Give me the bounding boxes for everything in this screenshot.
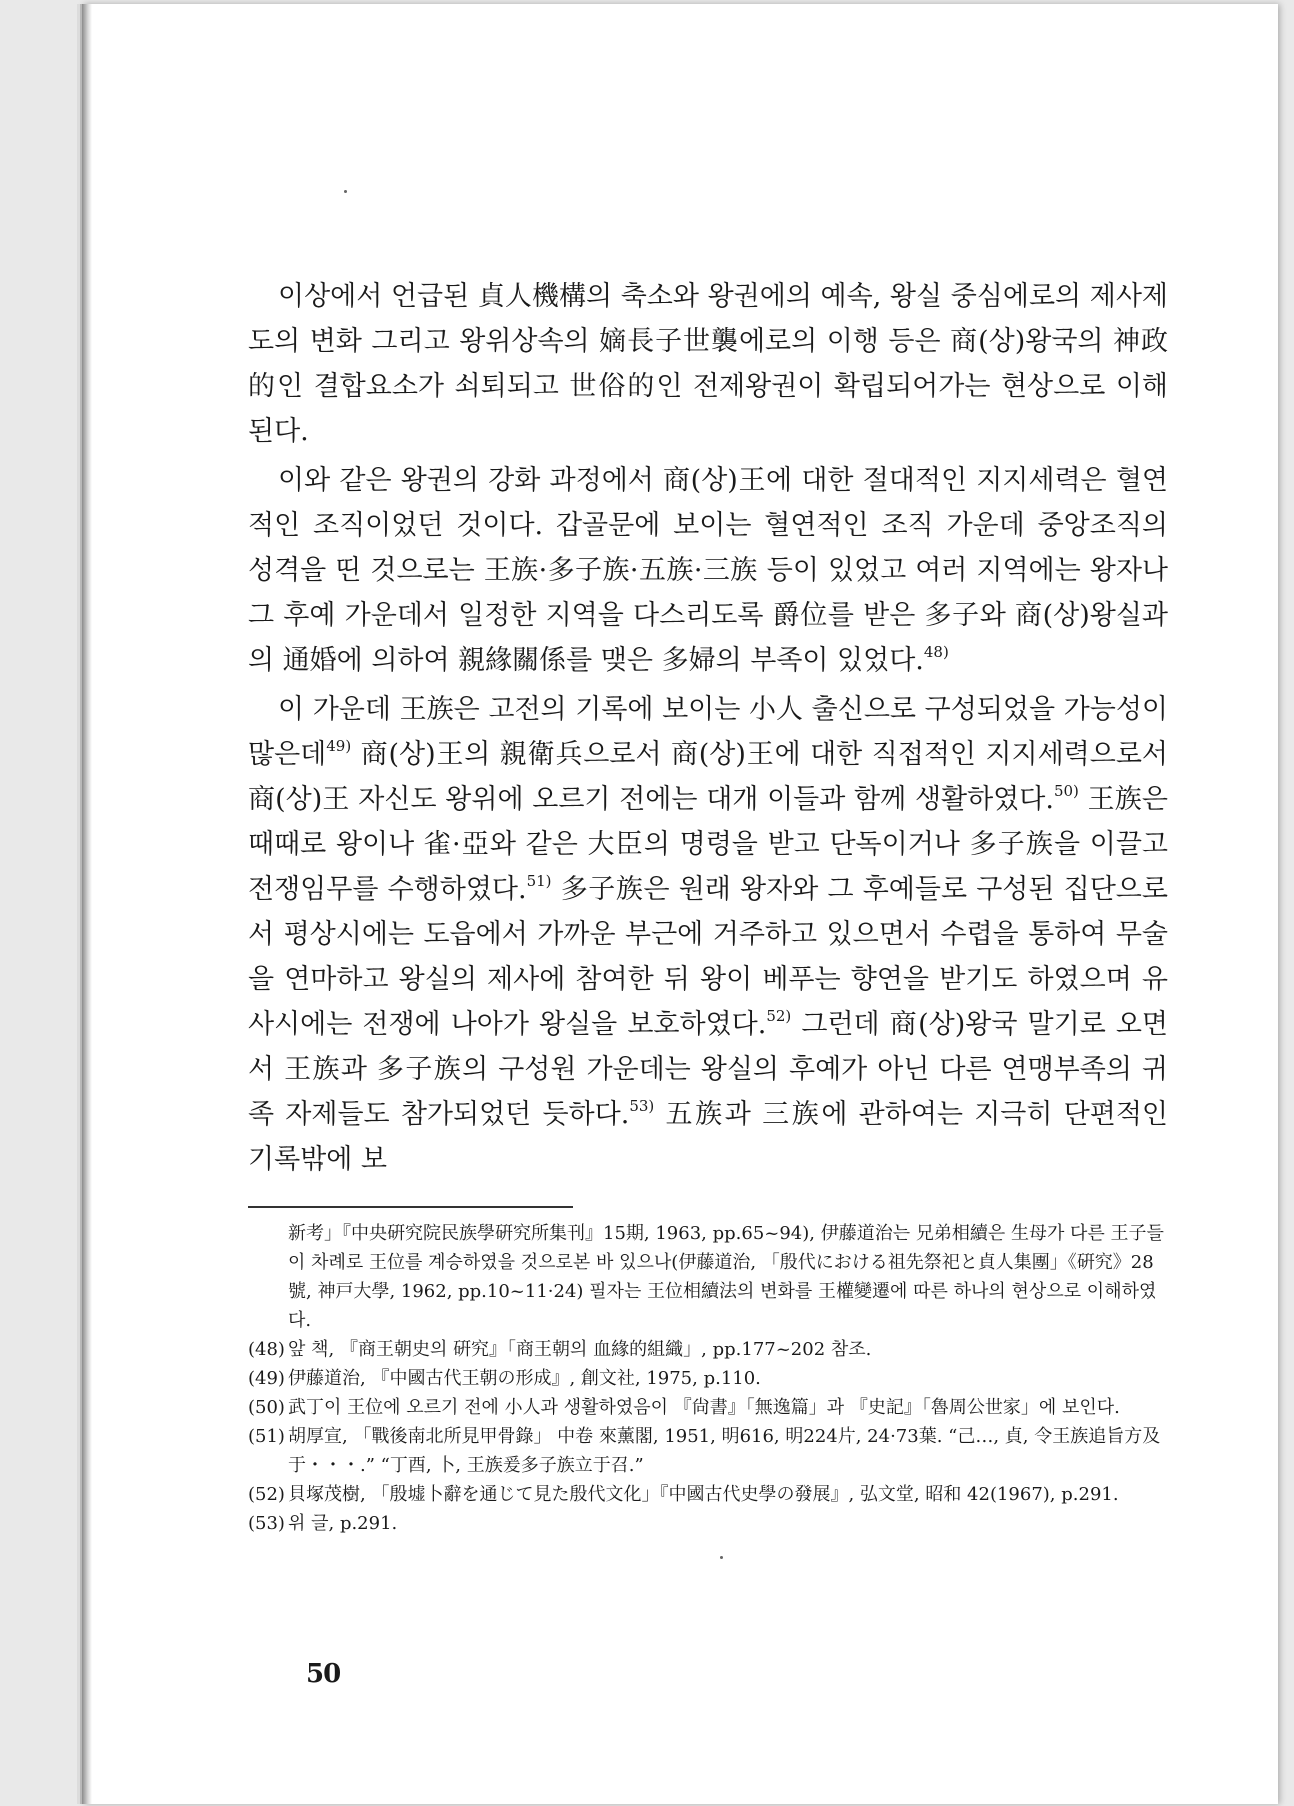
footnote-continuation: 新考」『中央硏究院民族學硏究所集刊』15期, 1963, pp.65~94), 伊藤道治는 兄弟相續은 生母가 다른 王子들이 차례로 王位를 계승하였을 것으로본 바 있으나(伊藤道治, 「殷代における祖先祭祀と貞人集團」《硏究》28號, 神戸大學, 1962, pp.10~11·24) 필자는 王位相續法의 변화를 王權變遷에 따른 하나의 현상으로 이해하였다. <box>288 1223 1164 1331</box>
footnote-ref: 49) <box>326 737 352 755</box>
footnote-ref: 50) <box>1053 782 1079 800</box>
footnote-item: (50) 武丁이 王位에 오르기 전에 小人과 생활하였음이 『尙書』「無逸篇」과 『史記』「魯周公世家」에 보인다. <box>248 1397 1120 1418</box>
page-spine-shadow <box>82 4 92 1804</box>
footnote-item: (49) 伊藤道治, 『中國古代王朝の形成』, 創文社, 1975, p.110. <box>248 1368 761 1389</box>
footnote-divider <box>248 1206 573 1208</box>
footnote-item: (48) 앞 책, 『商王朝史의 硏究』「商王朝의 血緣的組織」, pp.177~202 참조. <box>248 1339 872 1360</box>
footnote-ref: 52) <box>766 1007 792 1025</box>
footnote-item: (53) 위 글, p.291. <box>248 1513 398 1534</box>
body-paragraph: 이상에서 언급된 貞人機構의 축소와 왕권에의 예속, 왕실 중심에로의 제사제도의 변화 그리고 왕위상속의 嫡長子世襲에로의 이행 등은 商(상)왕국의 神政的인 결합요소가 쇠퇴되고 世俗的인 전제왕권이 확립되어가는 현상으로 이해된다. <box>248 281 1168 447</box>
footnote-item: (52) 貝塚茂樹, 「殷墟卜辭を通じて見た殷代文化」『中國古代史學の發展』, 弘文堂, 昭和 42(1967), p.291. <box>248 1484 1119 1505</box>
scan-speck <box>720 1556 723 1559</box>
footnote-ref: 48) <box>923 643 949 661</box>
body-paragraph: 이 가운데 王族은 고전의 기록에 보이는 小人 출신으로 구성되었을 가능성이 많은데$^{49)}$ 商(상)王의 親衛兵으로서 商(상)王에 대한 직접적인 지지세력으로서 商(상)王 자신도 왕위에 오르기 전에는 대개 이들과 함께 생활하였다.$^{50)}$ 王族은 때때로 왕이나 雀·亞와 같은 大臣의 명령을 받고 단독이거나 多子族을 이끌고 전쟁임무를 수행하였다.$^{51)}$ 多子族은 원래 왕자와 그 후예들로 구성된 집단으로서 평상시에는 도읍에서 가까운 부근에 거주하고 있으면서 수렵을 통하여 무술을 연마하고 왕실의 제사에 참여한 뒤 왕이 베푸는 향연을 받기도 하였으며 유사시에는 전쟁에 나아가 왕실을 보호하였다.$^{52)}$ 그런데 商(상)왕국 말기로 오면서 王族과 多子族의 구성원 가운데는 왕실의 후예가 아닌 다른 연맹부족의 귀족 자제들도 참가되었던 듯하다.$^{53)}$ 五族과 三族에 관하여는 지극히 단편적인 기록밖에 보 <box>248 694 1169 1175</box>
scan-speck <box>344 190 347 193</box>
footnote-ref: 53) <box>629 1097 655 1115</box>
footnotes <box>248 1219 1168 1538</box>
body-text <box>248 274 1168 1186</box>
book-page <box>82 4 1278 1804</box>
body-paragraph: 이와 같은 왕권의 강화 과정에서 商(상)王에 대한 절대적인 지지세력은 혈연적인 조직이었던 것이다. 갑골문에 보이는 혈연적인 조직 가운데 중앙조직의 성격을 띤 것으로는 王族·多子族·五族·三族 등이 있었고 여러 지역에는 왕자나 그 후예 가운데서 일정한 지역을 다스리도록 爵位를 받은 多子와 商(상)왕실과의 通婚에 의하여 親緣關係를 맺은 多婦의 부족이 있었다.$^{48)}$ <box>248 465 1168 676</box>
footnote-item: (51) 胡厚宣, 「戰後南北所見甲骨錄」 中卷 來薰閣, 1951, 明616, 明224片, 24·73葉. “己…, 貞, 令王族追旨方及于・・・.” “丁酉, 卜, 王族爰多子族立于召.” <box>248 1426 1161 1476</box>
footnote-ref: 51) <box>526 872 552 890</box>
page-number: 50 <box>306 1659 341 1689</box>
